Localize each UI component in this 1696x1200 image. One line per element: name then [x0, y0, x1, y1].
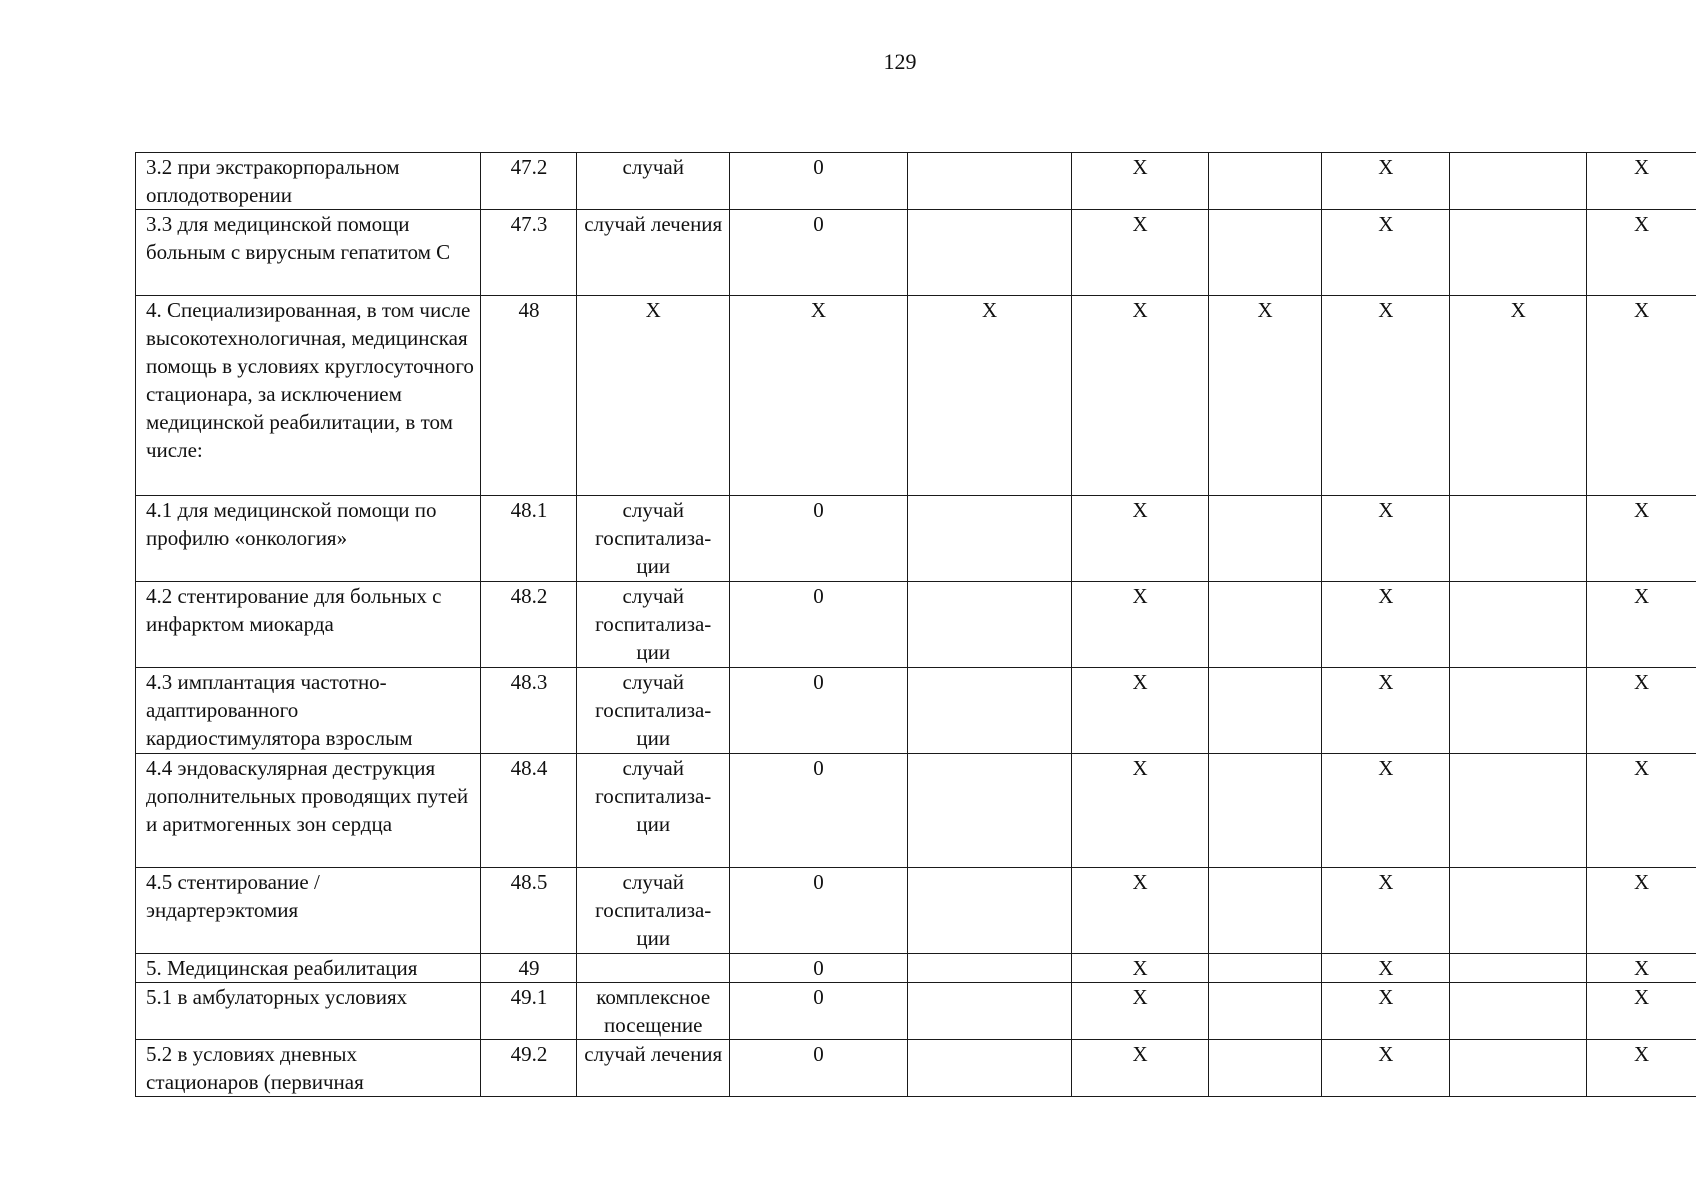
row-cell [1209, 153, 1322, 210]
row-code: 48.3 [481, 668, 577, 754]
row-value: 0 [729, 496, 907, 582]
row-cell: X [1322, 868, 1450, 954]
data-table [135, 152, 1696, 1097]
row-unit: случай госпитализа-ции [577, 868, 730, 954]
table-row [136, 668, 1696, 754]
table-row [136, 210, 1696, 296]
row-cell: X [1587, 983, 1696, 1040]
row-cell [1209, 496, 1322, 582]
row-cell: X [1322, 153, 1450, 210]
row-code: 48.5 [481, 868, 577, 954]
row-cell [907, 668, 1071, 754]
row-value: 0 [729, 868, 907, 954]
row-cell: X [1072, 954, 1209, 983]
row-cell: X [1587, 296, 1696, 496]
row-cell [1450, 153, 1587, 210]
row-name: 4.2 стентирование для больных с инфарктом миокарда [136, 582, 481, 668]
row-cell: X [1209, 296, 1322, 496]
table-row [136, 582, 1696, 668]
row-cell: X [1072, 153, 1209, 210]
row-cell [907, 582, 1071, 668]
row-value: 0 [729, 954, 907, 983]
row-cell [1209, 210, 1322, 296]
row-value: 0 [729, 210, 907, 296]
row-cell [907, 210, 1071, 296]
row-cell: X [1322, 582, 1450, 668]
row-name: 3.2 при экстракорпоральном оплодотворении [136, 153, 481, 210]
row-unit: случай госпитализа-ции [577, 496, 730, 582]
row-cell [1209, 868, 1322, 954]
row-name: 5.2 в условиях дневных стационаров (первичная [136, 1040, 481, 1097]
row-cell [1209, 1040, 1322, 1097]
row-cell [1450, 1040, 1587, 1097]
table-row [136, 754, 1696, 868]
row-cell [1450, 754, 1587, 868]
row-cell: X [1322, 296, 1450, 496]
row-cell: X [1587, 210, 1696, 296]
row-name: 4.4 эндоваскулярная деструкция дополнительных проводящих путей и аритмогенных зон сердца [136, 754, 481, 868]
row-code: 48.2 [481, 582, 577, 668]
row-cell: X [1072, 983, 1209, 1040]
row-cell [1450, 210, 1587, 296]
row-cell: X [1072, 582, 1209, 668]
row-cell [1450, 954, 1587, 983]
row-cell [1209, 983, 1322, 1040]
row-name: 5.1 в амбулаторных условиях [136, 983, 481, 1040]
row-cell: X [1322, 754, 1450, 868]
row-cell: X [1072, 868, 1209, 954]
row-cell: X [1587, 1040, 1696, 1097]
row-cell [907, 153, 1071, 210]
row-cell: X [1450, 296, 1587, 496]
row-cell [1450, 983, 1587, 1040]
row-cell [907, 983, 1071, 1040]
row-cell: X [1322, 954, 1450, 983]
row-unit: случай госпитализа-ции [577, 582, 730, 668]
row-cell [1450, 868, 1587, 954]
row-unit: случай госпитализа-ции [577, 668, 730, 754]
row-value: X [729, 296, 907, 496]
table-row [136, 983, 1696, 1040]
row-cell [1209, 582, 1322, 668]
row-cell [907, 954, 1071, 983]
row-cell: X [1072, 1040, 1209, 1097]
row-cell [1209, 754, 1322, 868]
row-value: 0 [729, 582, 907, 668]
page-number: 129 [883, 49, 917, 74]
row-name: 4. Специализированная, в том числе высокотехнологичная, медицинская помощь в условиях круглосуточного стационара, за исключением медицинской реабилитации, в том числе: [136, 296, 481, 496]
row-cell: X [1587, 954, 1696, 983]
row-cell [907, 868, 1071, 954]
row-cell: X [1587, 754, 1696, 868]
row-cell [1450, 668, 1587, 754]
row-value: 0 [729, 1040, 907, 1097]
table-row [136, 954, 1696, 983]
table-row [136, 1040, 1696, 1097]
row-value: 0 [729, 668, 907, 754]
table-row [136, 496, 1696, 582]
row-code: 48 [481, 296, 577, 496]
row-unit: X [577, 296, 730, 496]
row-cell [1450, 496, 1587, 582]
row-code: 47.2 [481, 153, 577, 210]
row-cell: X [1072, 668, 1209, 754]
table-row [136, 153, 1696, 210]
table-row [136, 868, 1696, 954]
row-unit: случай госпитализа-ции [577, 754, 730, 868]
row-cell: X [1587, 153, 1696, 210]
row-cell: X [1322, 668, 1450, 754]
row-cell [907, 754, 1071, 868]
row-name: 4.5 стентирование / эндартерэктомия [136, 868, 481, 954]
row-cell: X [1322, 1040, 1450, 1097]
row-cell: X [1072, 296, 1209, 496]
row-value: 0 [729, 754, 907, 868]
row-unit [577, 954, 730, 983]
row-cell [907, 496, 1071, 582]
row-cell: X [1072, 210, 1209, 296]
row-value: 0 [729, 153, 907, 210]
row-code: 48.1 [481, 496, 577, 582]
row-code: 49.1 [481, 983, 577, 1040]
row-cell [1209, 954, 1322, 983]
row-cell: X [1587, 496, 1696, 582]
row-cell [907, 1040, 1071, 1097]
row-name: 5. Медицинская реабилитация [136, 954, 481, 983]
row-code: 49 [481, 954, 577, 983]
row-name: 4.1 для медицинской помощи по профилю «онкология» [136, 496, 481, 582]
table-row [136, 296, 1696, 496]
row-cell: X [1072, 496, 1209, 582]
row-cell: X [1587, 668, 1696, 754]
row-unit: случай лечения [577, 210, 730, 296]
row-code: 48.4 [481, 754, 577, 868]
row-cell: X [1322, 496, 1450, 582]
row-cell: X [1587, 868, 1696, 954]
row-code: 47.3 [481, 210, 577, 296]
row-cell: X [1587, 582, 1696, 668]
row-value: 0 [729, 983, 907, 1040]
row-unit: комплексное посещение [577, 983, 730, 1040]
row-cell: X [1322, 983, 1450, 1040]
row-cell: X [1072, 754, 1209, 868]
row-code: 49.2 [481, 1040, 577, 1097]
row-cell [1209, 668, 1322, 754]
row-cell: X [1322, 210, 1450, 296]
row-name: 4.3 имплантация частотно-адаптированного кардиостимулятора взрослым [136, 668, 481, 754]
row-cell: X [907, 296, 1071, 496]
row-name: 3.3 для медицинской помощи больным с вирусным гепатитом С [136, 210, 481, 296]
row-unit: случай [577, 153, 730, 210]
row-cell [1450, 582, 1587, 668]
row-unit: случай лечения [577, 1040, 730, 1097]
